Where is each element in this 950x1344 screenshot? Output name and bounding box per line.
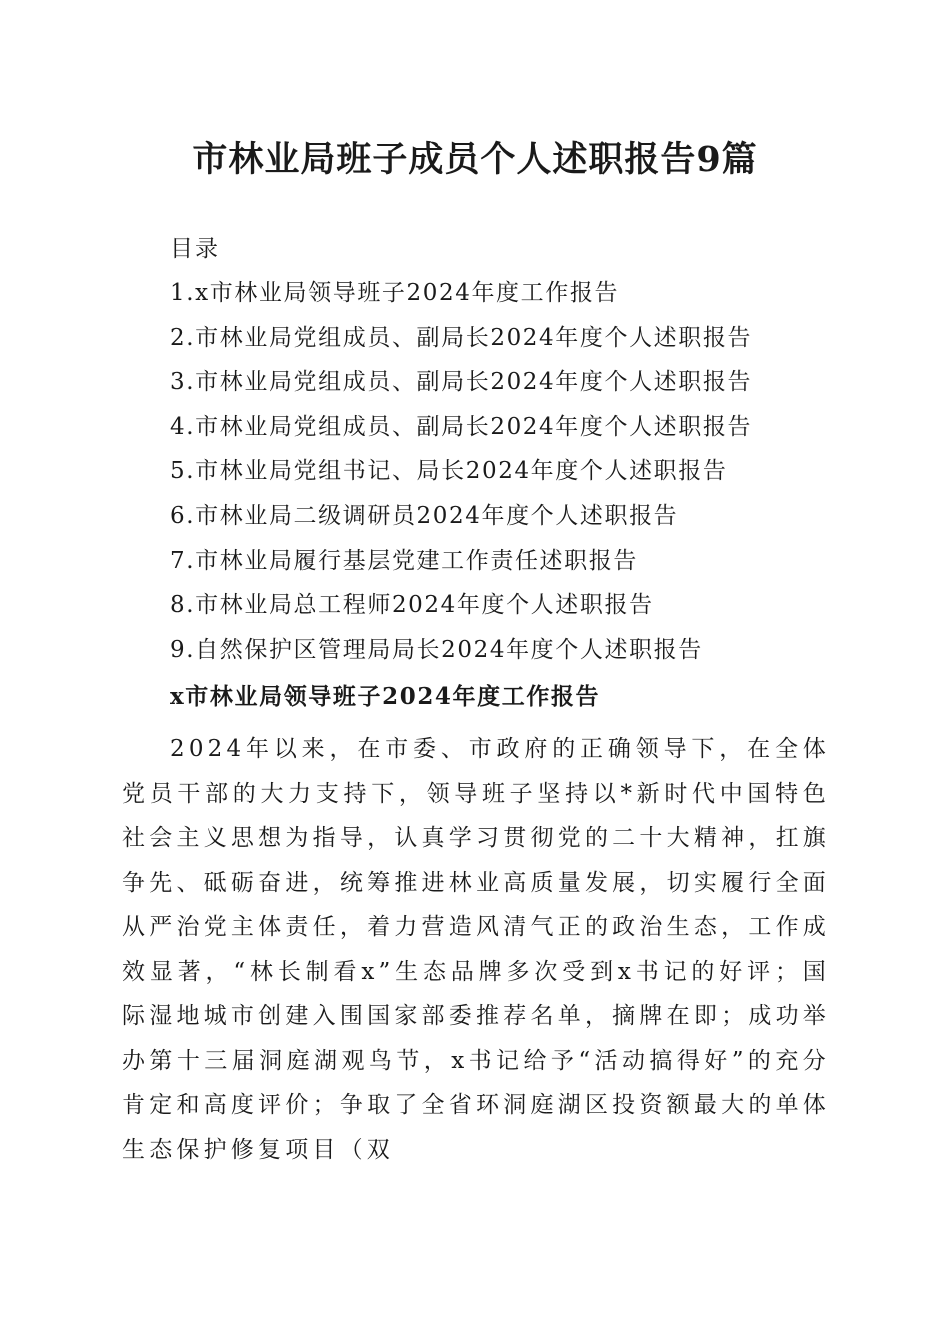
toc-item: 9.自然保护区管理局局长2024年度个人述职报告 xyxy=(170,636,703,663)
toc-heading: 目录 xyxy=(170,236,220,262)
toc-item: 7.市林业局履行基层党建工作责任述职报告 xyxy=(170,547,638,574)
table-of-contents xyxy=(170,234,870,679)
section-title: x市林业局领导班子2024年度工作报告 xyxy=(170,683,601,710)
toc-item: 2.市林业局党组成员、副局长2024年度个人述职报告 xyxy=(170,324,753,351)
document-title: 市林业局班子成员个人述职报告9篇 xyxy=(192,139,758,180)
toc-item: 3.市林业局党组成员、副局长2024年度个人述职报告 xyxy=(170,369,753,396)
body-paragraph: 2024年以来，在市委、市政府的正确领导下，在全体党员干部的大力支持下，领导班子坚持以*新时代中国特色社会主义思想为指导，认真学习贯彻党的二十大精神，扛旗争先、砥砺奋进，统筹推进林业高质量发展，切实履行全面从严治党主体责任，着力营造风清气正的政治生态，工作成效显著，“林长制看x”生态品牌多次受到x书记的好评；国际湿地城市创建入围国家部委推荐名单，摘牌在即；成功举办第十三届洞庭湖观鸟节，x书记给予“活动搞得好”的充分肯定和高度评价；争取了全省环洞庭湖区投资额最大的单体生态保护修复项目（双 xyxy=(122,736,830,1163)
toc-item: 6.市林业局二级调研员2024年度个人述职报告 xyxy=(170,502,679,529)
toc-item: 4.市林业局党组成员、副局长2024年度个人述职报告 xyxy=(170,413,753,440)
toc-item: 8.市林业局总工程师2024年度个人述职报告 xyxy=(170,592,654,619)
toc-item: 5.市林业局党组书记、局长2024年度个人述职报告 xyxy=(170,458,728,485)
toc-item: 1.x市林业局领导班子2024年度工作报告 xyxy=(170,280,620,306)
